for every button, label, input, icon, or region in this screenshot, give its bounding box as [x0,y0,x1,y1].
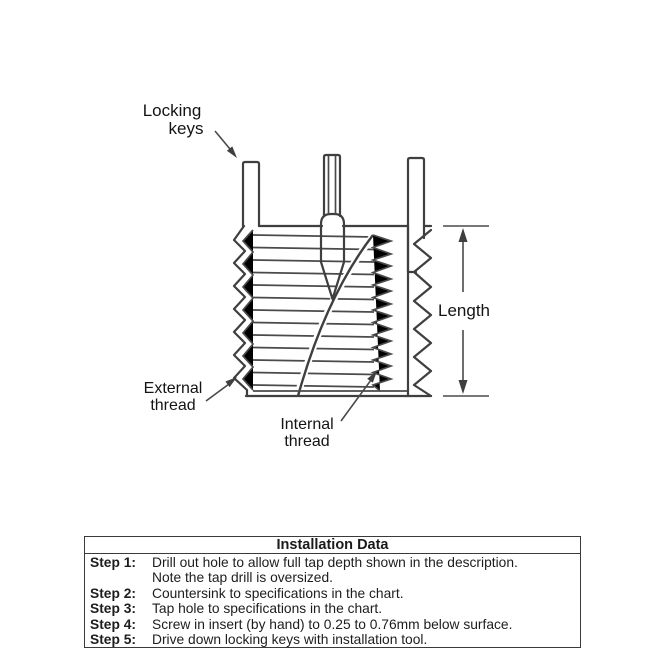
center-key [324,155,340,216]
locking-keys-label: Locking [142,101,202,120]
leader-arrows [206,131,377,421]
table-steps [85,554,580,647]
step-label: Step 5: [90,632,136,648]
right-external-thread-profile [414,230,431,396]
step-text: Countersink to specifications in the chart. [152,585,404,601]
cutaway-curve [298,235,373,396]
right-locking-key [408,158,424,272]
step-label: Step 3: [90,601,136,617]
table-row [90,617,577,632]
table-row [90,632,577,647]
installation-data-table [84,536,581,648]
locking-keys-label: keys [168,119,204,138]
table-row [90,555,577,570]
step-text: Drill out hole to allow full tap depth shown in the description. [152,555,518,570]
length-label: Length [438,301,490,320]
left-locking-key [243,162,259,226]
internal-thread-label: Internal [280,416,334,433]
step-text: Screw in insert (by hand) to 0.25 to 0.76mm below surface. [152,616,513,632]
external-thread-label: External [143,380,203,397]
step-note: Note the tap drill is oversized. [152,570,333,586]
step-label: Step 2: [90,585,136,601]
step-label: Step 4: [90,616,136,632]
step-label: Step 1: [90,555,136,570]
cutaway-curve-casing [298,236,373,394]
step-text: Tap hole to specifications in the chart. [152,601,383,617]
internal-thread-label: thread [284,433,330,450]
internal-thread-profile [373,235,391,391]
external-thread-label: thread [150,397,196,414]
table-row [90,601,577,616]
step-text: Drive down locking keys with installation tool. [152,632,428,648]
arrow-down-icon [459,380,468,394]
table-row [90,586,577,601]
table-title: Installation Data [85,537,580,554]
arrow-up-icon [459,228,468,242]
